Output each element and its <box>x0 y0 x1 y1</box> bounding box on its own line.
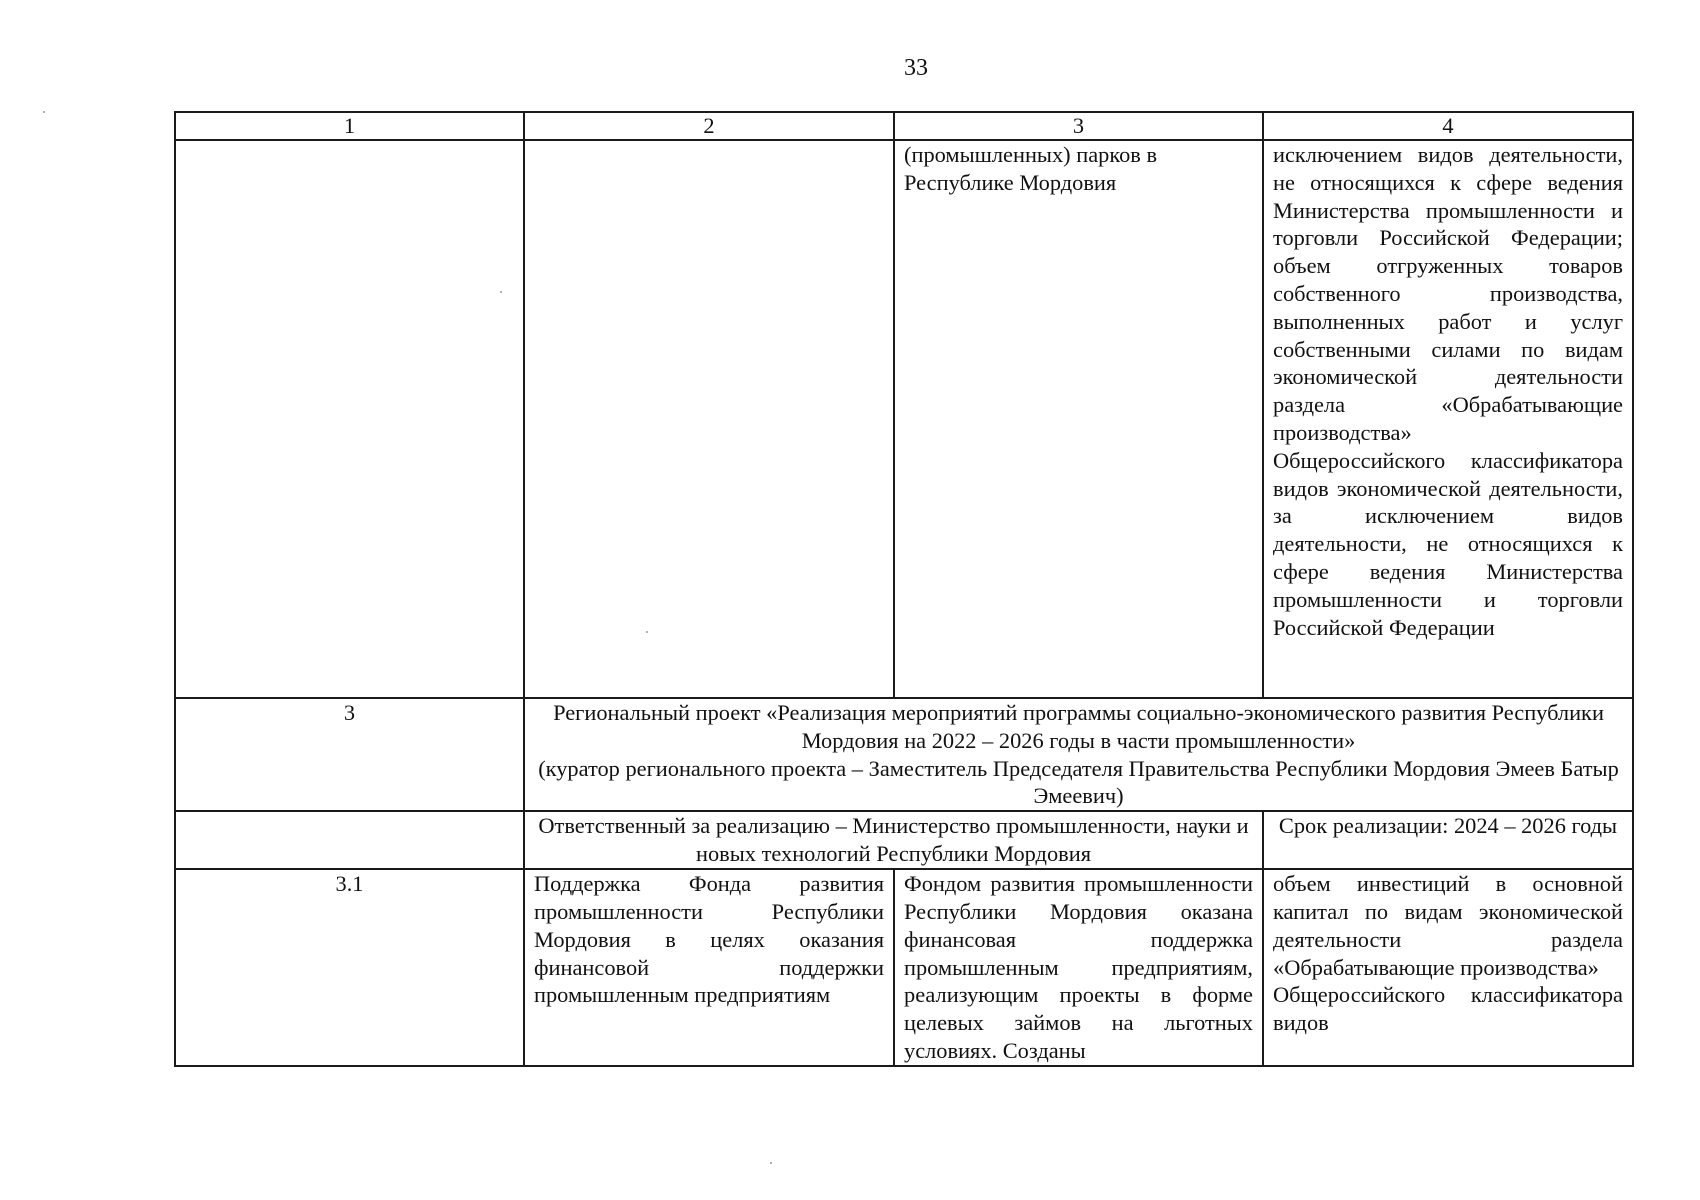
responsible-cell <box>524 811 1263 869</box>
header-col-2: 2 <box>524 112 894 140</box>
row-3-1-indicator <box>1263 869 1633 1066</box>
row-3-1-indicator-text: объем инвестиций в основной капитал по видам экономической деятельности раздела «Обрабатывающие производства» Общероссийского классификатора видов <box>1273 871 1623 1036</box>
cell-indicator <box>1263 140 1633 698</box>
cell-activity <box>524 140 894 698</box>
row-3-1-number: 3.1 <box>175 869 524 1066</box>
scan-speck <box>43 111 45 113</box>
responsible-empty-cell <box>175 811 524 869</box>
scan-speck <box>770 1162 772 1164</box>
responsible-text: Ответственный за реализацию – Министерство промышленности, науки и новых технологий Республики Мордовия <box>538 813 1249 866</box>
term-cell <box>1263 811 1633 869</box>
header-col-3: 3 <box>894 112 1263 140</box>
row-3-1-activity-text: Поддержка Фонда развития промышленности Республики Мордовия в целях оказания финансовой поддержки промышленным предприятиям <box>534 871 884 1008</box>
cell-number <box>175 140 524 698</box>
table-row-continued <box>175 140 1633 698</box>
table-row-project <box>175 698 1633 811</box>
row-3-1-result <box>894 869 1263 1066</box>
project-title-cell <box>524 698 1633 811</box>
cell-result <box>894 140 1263 698</box>
row-3-1-activity <box>524 869 894 1066</box>
program-table <box>174 111 1634 1067</box>
term-text: Срок реализации: 2024 – 2026 годы <box>1278 813 1618 839</box>
project-curator: (куратор регионального проекта – Заместитель Председателя Правительства Республики Мордовия Эмеев Батыр Эмеевич) <box>538 755 1619 809</box>
page-number: 33 <box>904 55 928 81</box>
cell-indicator-text: исключением видов деятельности, не относящихся к сфере ведения Министерства промышленности и торговли Российской Федерации; объем отгруженных товаров собственного производства, выполненных работ и услуг собственными силами по видам экономической деятельности раздела «Обрабатывающие производства» Общероссийского классификатора видов экономической деятельности, за исключением видов деятельности, не относящихся к сфере ведения Министерства промышленности и торговли Российской Федерации <box>1273 142 1623 640</box>
row-3-1-result-text: Фондом развития промышленности Республики Мордовия оказана финансовая поддержка промышленным предприятиям, реализующим проекты в форме целевых займов на льготных условиях. Созданы <box>904 871 1253 1063</box>
project-number: 3 <box>175 698 524 811</box>
table-header-row <box>175 112 1633 140</box>
table-row-3-1 <box>175 869 1633 1066</box>
table-row-responsible <box>175 811 1633 869</box>
cell-result-text: (промышленных) парков в Республике Мордовия <box>904 142 1158 195</box>
project-title: Региональный проект «Реализация мероприятий программы социально-экономического развития Республики Мордовия на 2022 – 2026 годы в части промышленности» <box>553 700 1604 753</box>
header-col-4: 4 <box>1263 112 1633 140</box>
header-col-1: 1 <box>175 112 524 140</box>
